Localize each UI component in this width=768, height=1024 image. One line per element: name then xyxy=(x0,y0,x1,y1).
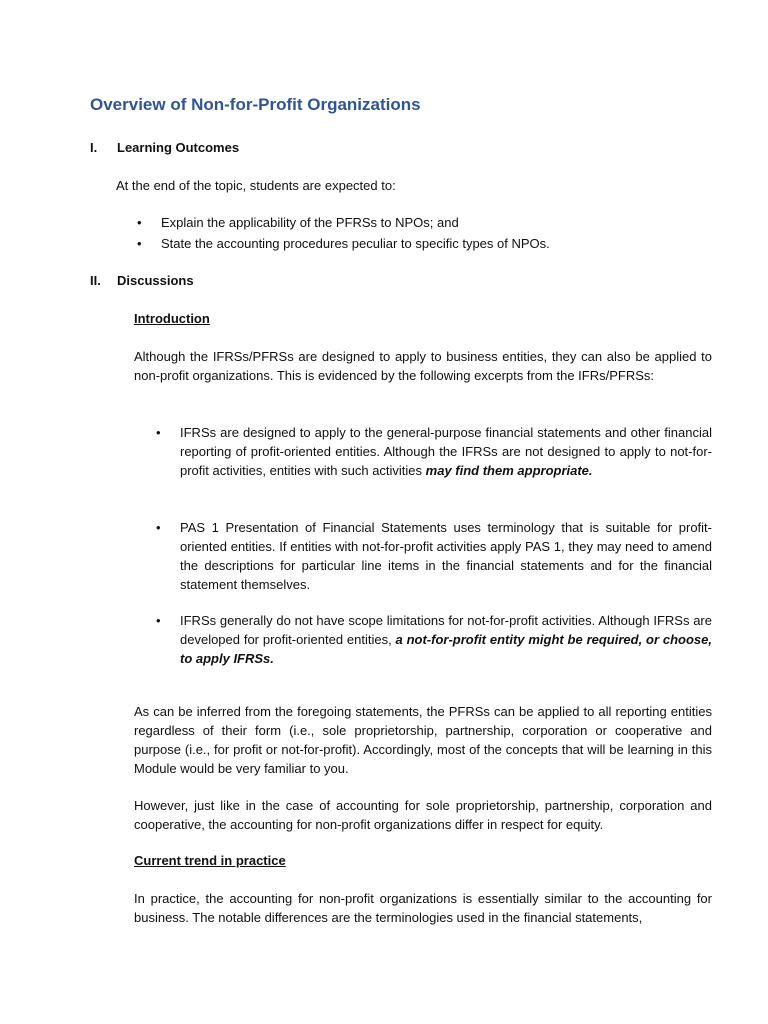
subheading-introduction: Introduction xyxy=(134,311,210,326)
bullet-icon: • xyxy=(156,520,161,535)
section-heading-learning-outcomes xyxy=(90,140,239,155)
current-trend-paragraph: In practice, the accounting for non-profit organizations is essentially similar to the accounting for business. The notable differences are the terminologies used in the financial statements, xyxy=(134,891,712,925)
excerpt-text: IFRSs are designed to apply to the general-purpose financial statements and other financial reporting of profit-oriented entities. Although the IFRSs are not designed to apply to not-for-profit activities, entities with such activities xyxy=(180,425,712,478)
excerpt-item xyxy=(156,518,712,594)
excerpt-emphasis: may find them appropriate. xyxy=(425,463,593,478)
inference-paragraph: As can be inferred from the foregoing statements, the PFRSs can be applied to all reporting entities regardless of their form (i.e., sole proprietorship, partnership, corporation or cooperative and purpose (i.e., for profit or not-for-profit). Accordingly, most of the concepts that will be learning in this Module would be very familiar to you. xyxy=(134,704,712,776)
list-item-text: Explain the applicability of the PFRSs to NPOs; and xyxy=(161,215,459,230)
document-title: Overview of Non-for-Profit Organizations xyxy=(90,95,421,114)
bullet-icon: • xyxy=(137,236,142,251)
excerpt-text: PAS 1 Presentation of Financial Statements uses terminology that is suitable for profit-oriented entities. If entities with not-for-profit activities apply PAS 1, they may need to amend the descriptions for particular line items in the financial statements and for the financial statement themselves. xyxy=(180,520,712,592)
bullet-icon: • xyxy=(137,215,142,230)
section-heading-discussions xyxy=(90,273,194,288)
section-number: II. xyxy=(90,273,101,288)
section-title: Discussions xyxy=(117,273,194,288)
excerpt-item xyxy=(156,423,712,480)
section-title: Learning Outcomes xyxy=(117,140,240,155)
introduction-paragraph: Although the IFRSs/PFRSs are designed to apply to business entities, they can also be applied to non-profit organizations. This is evidenced by the following excerpts from the IFRs/PFRSs: xyxy=(134,349,712,383)
list-item xyxy=(134,233,550,254)
section-number: I. xyxy=(90,140,98,155)
excerpt-item xyxy=(156,611,712,668)
excerpt-emphasis: a not-for-profit entity might be required, or choose, to apply IFRSs. xyxy=(180,632,712,666)
list-item xyxy=(134,212,550,233)
bullet-icon: • xyxy=(156,613,161,628)
learning-outcomes-intro: At the end of the topic, students are expected to: xyxy=(116,178,396,193)
excerpt-text: IFRSs generally do not have scope limitations for not-for-profit activities. Although IFRSs are developed for profit-oriented entities, xyxy=(180,613,712,647)
subheading-current-trend: Current trend in practice xyxy=(134,853,286,868)
bullet-icon: • xyxy=(156,425,161,440)
learning-outcomes-list xyxy=(134,212,550,254)
list-item-text: State the accounting procedures peculiar to specific types of NPOs. xyxy=(161,236,550,251)
equity-paragraph: However, just like in the case of accounting for sole proprietorship, partnership, corporation and cooperative, the accounting for non-profit organizations differ in respect for equity. xyxy=(134,798,712,832)
